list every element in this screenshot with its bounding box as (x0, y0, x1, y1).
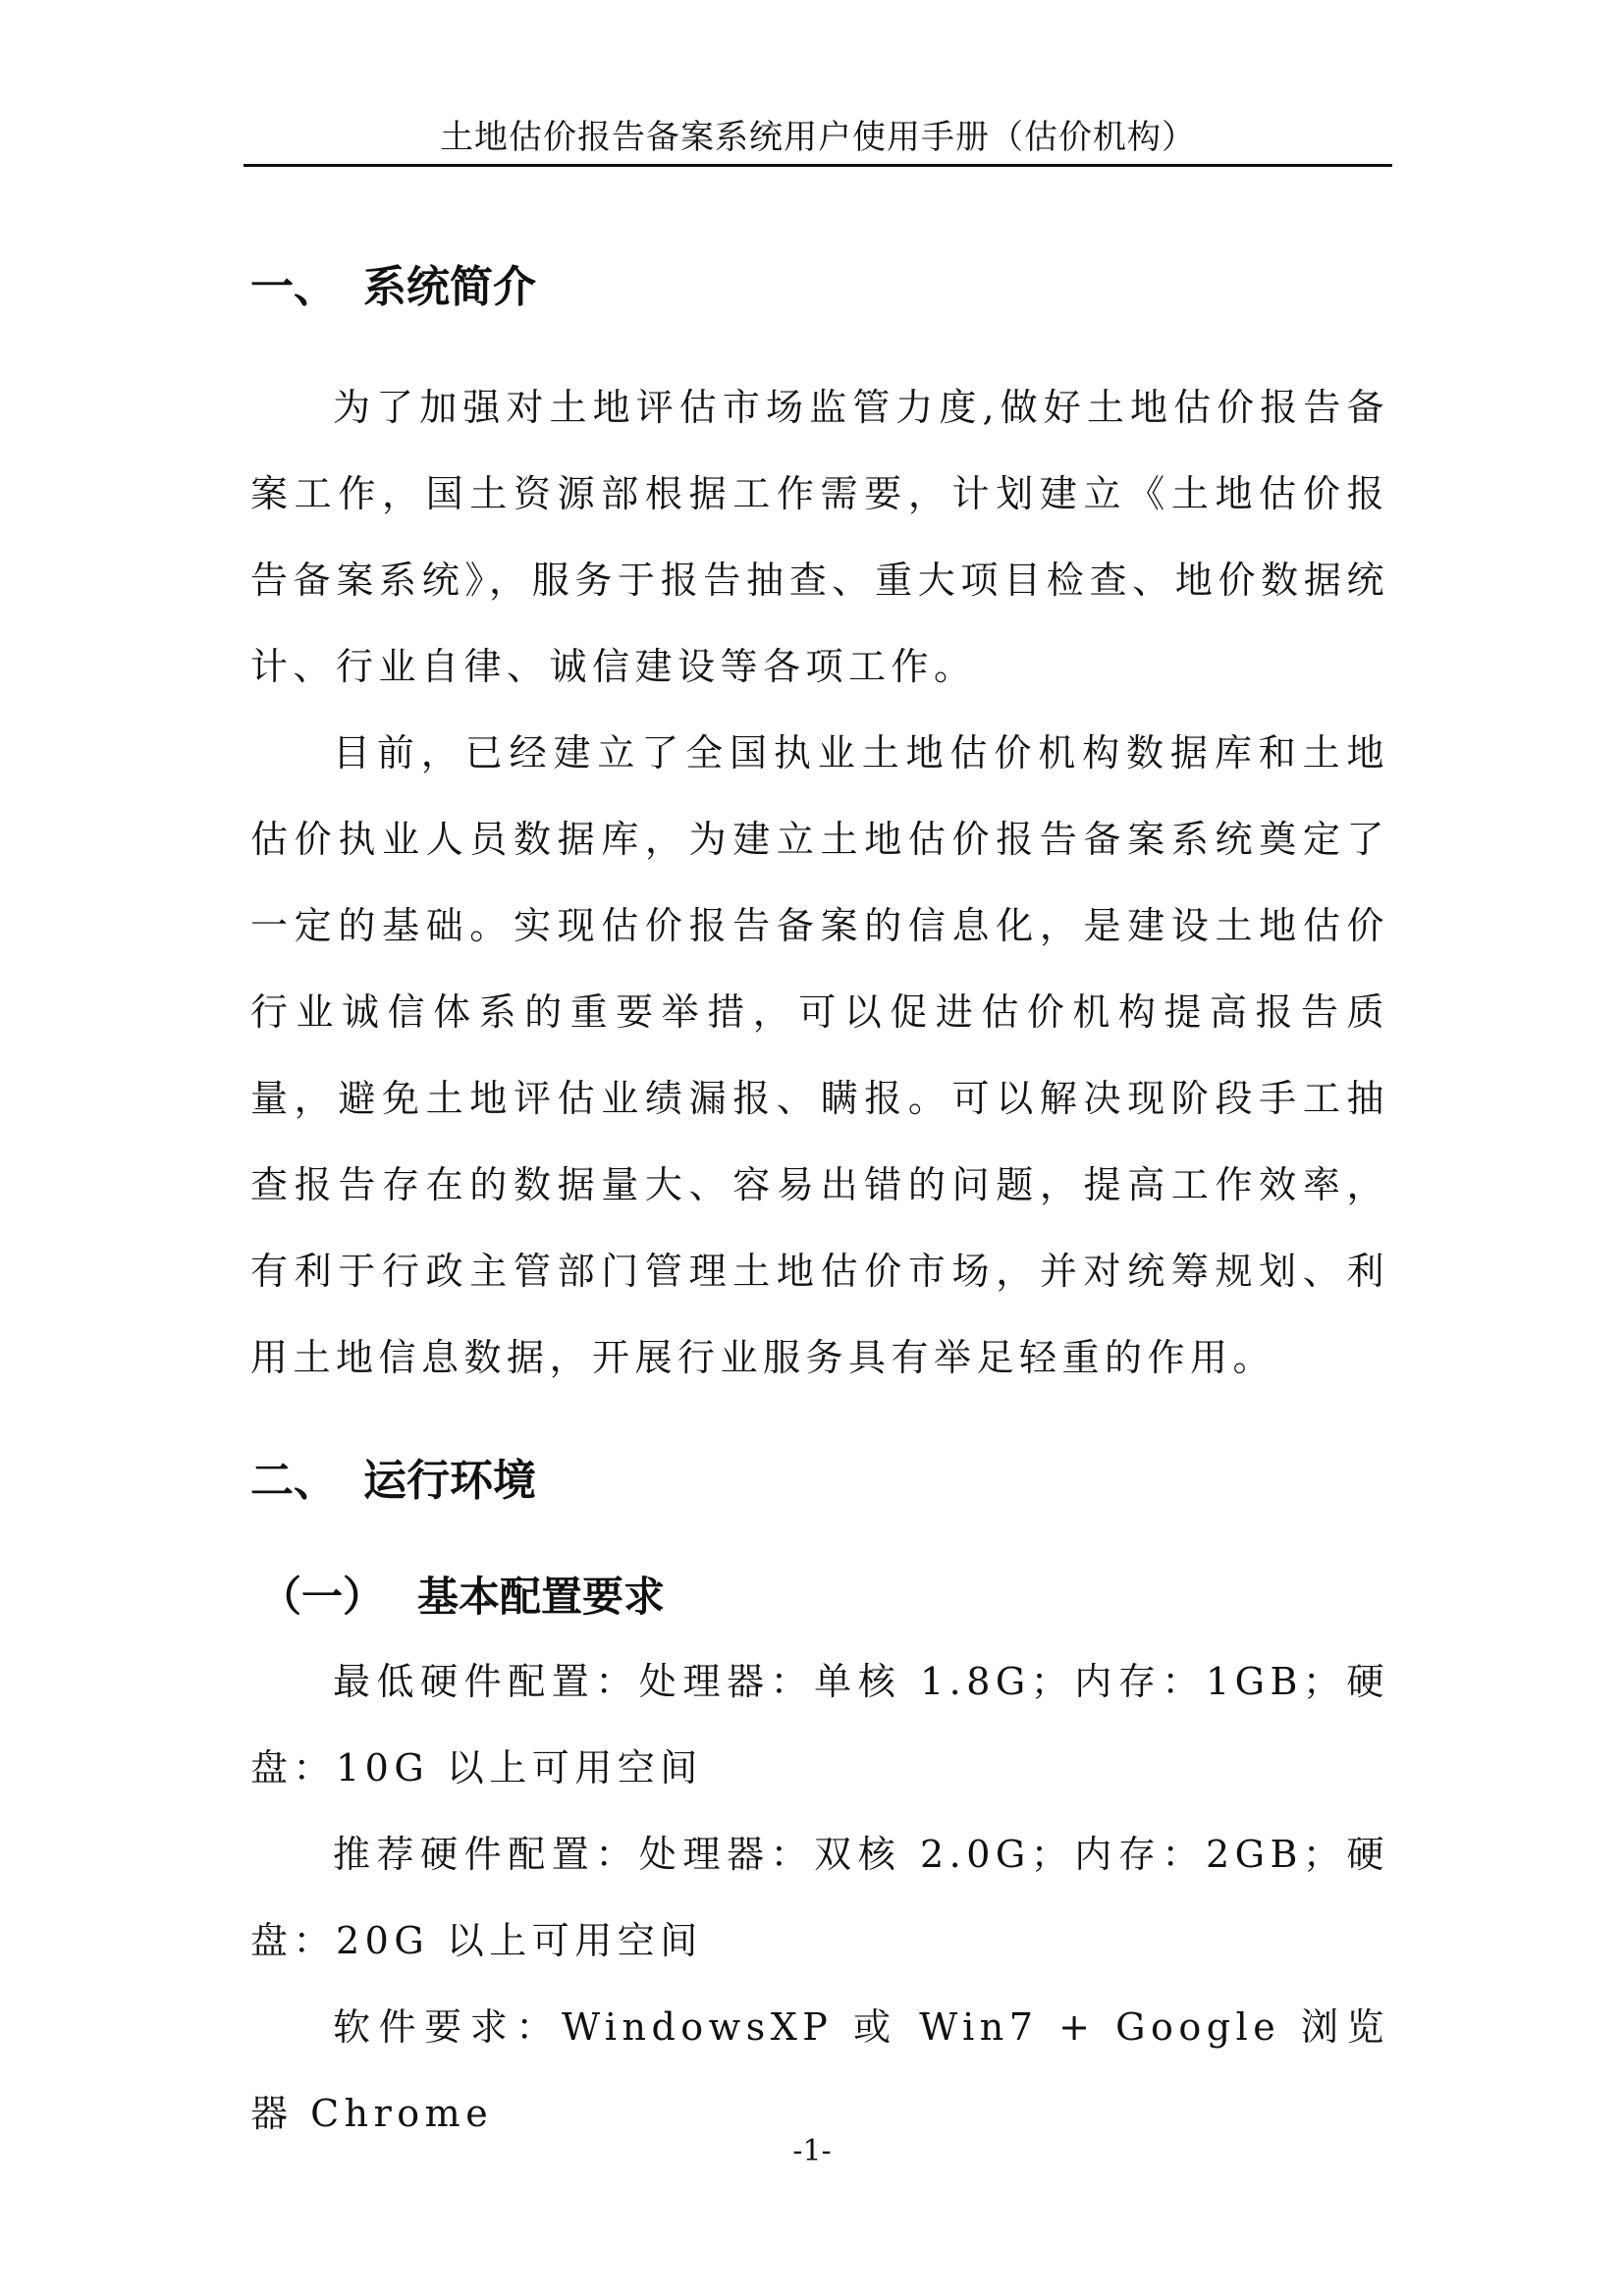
min-hardware-config: 最低硬件配置：处理器：单核 1.8G；内存：1GB；硬盘：10G 以上可用空间 (250, 1660, 1389, 1789)
page-header-title: 土地估价报告备案系统用户使用手册（估价机构） (440, 118, 1196, 157)
intro-paragraph-1: 为了加强对土地评估市场监管力度,做好土地估价报告备案工作，国土资源部根据工作需要，计划建立《土地估价报告备案系统》，服务于报告抽查、重大项目检查、地价数据统计、行业自律、诚信建设等各项工作。 (250, 386, 1389, 688)
section-heading-intro (250, 258, 1389, 317)
section-heading-environment (250, 1452, 1389, 1511)
section-title: 系统简介 (363, 262, 536, 312)
recommended-hardware-config: 推荐硬件配置：处理器：双核 2.0G；内存：2GB；硬盘：20G 以上可用空间 (250, 1833, 1389, 1962)
document-body (250, 250, 1389, 2157)
software-requirements: 软件要求：WindowsXP 或 Win7 + Google 浏览器 Chrome (250, 2005, 1389, 2135)
header-divider (244, 164, 1392, 167)
section-number: 二、 (250, 1456, 337, 1506)
section-title: 运行环境 (363, 1456, 536, 1506)
section-number: 一、 (250, 262, 337, 312)
page-number: -1- (792, 2134, 832, 2168)
subsection-title: 基本配置要求 (417, 1573, 666, 1621)
intro-paragraph-2: 目前，已经建立了全国执业土地估价机构数据库和土地估价执业人员数据库，为建立土地估价报告备案系统奠定了一定的基础。实现估价报告备案的信息化，是建设土地估价行业诚信体系的重要举措，可以促进估价机构提高报告质量，避免土地评估业绩漏报、瞒报。可以解决现阶段手工抽查报告存在的数据量大、容易出错的问题，提高工作效率，有利于行政主管部门管理土地估价市场，并对统筹规划、利用土地信息数据，开展行业服务具有举足轻重的作用。 (250, 731, 1389, 1379)
subsection-number: （一） (260, 1573, 385, 1621)
subsection-heading-basic-config (250, 1568, 1389, 1627)
